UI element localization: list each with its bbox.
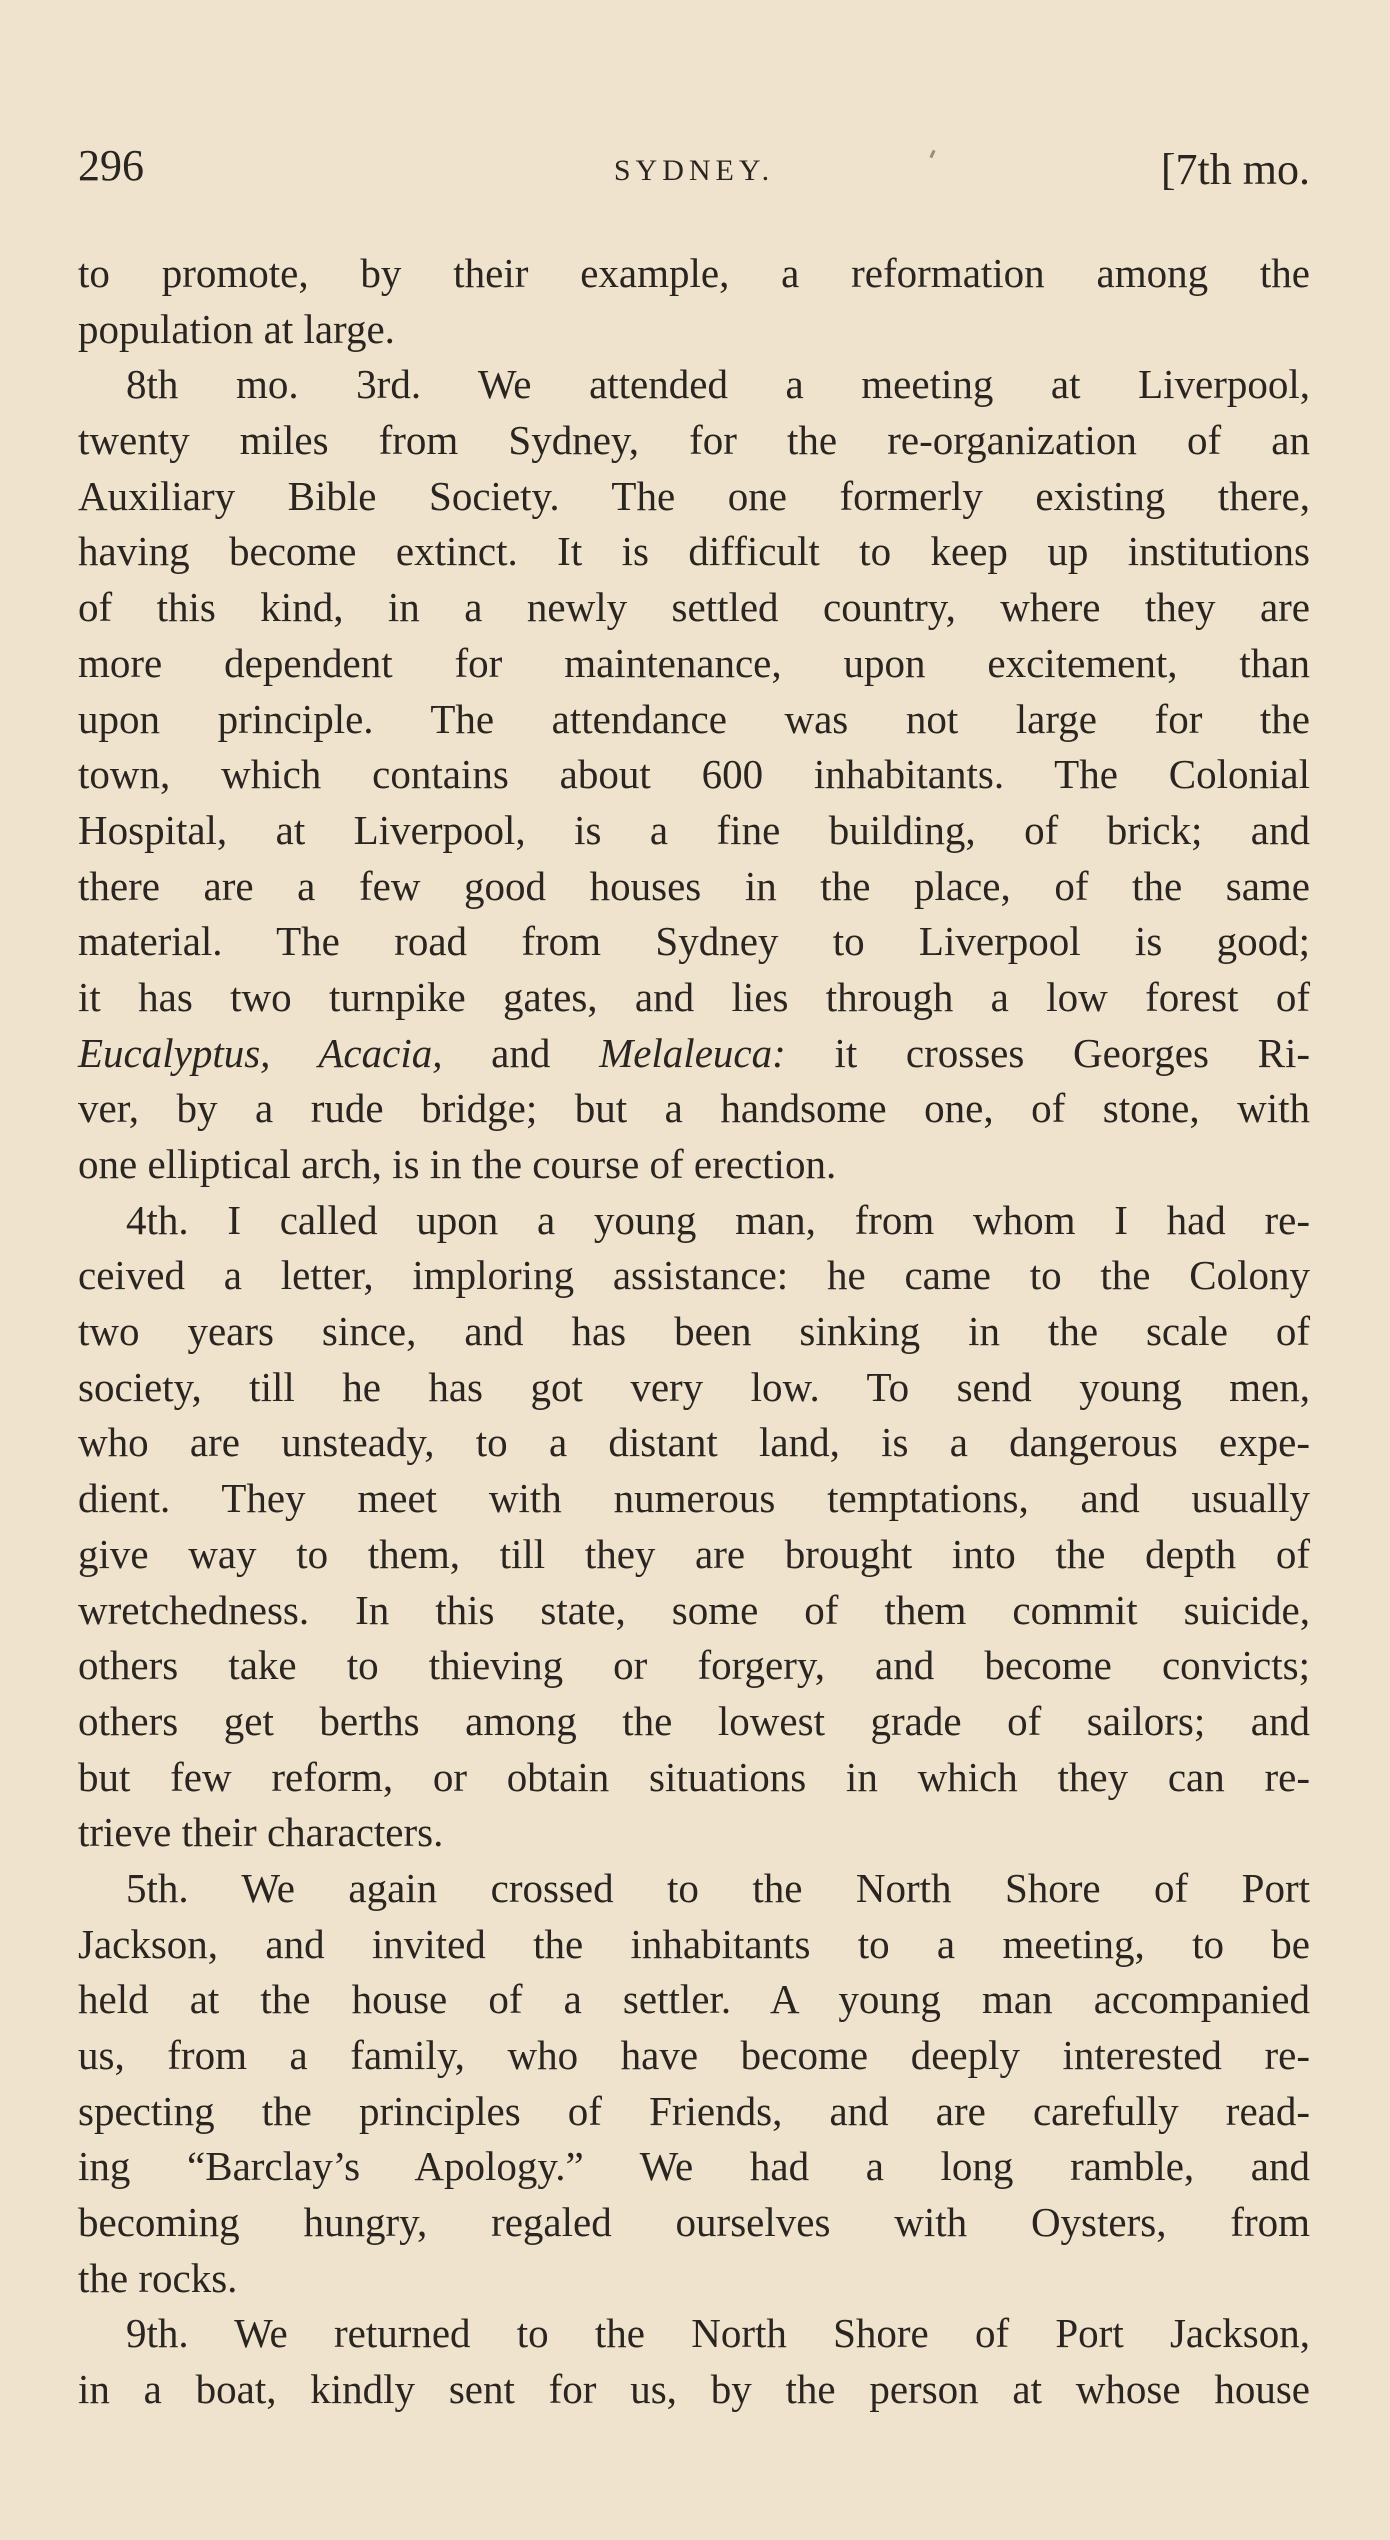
text-line: twenty miles from Sydney, for the re-organization of an [78,417,1310,464]
text-line: Hospital, at Liverpool, is a fine building, of brick; and [78,806,1310,853]
text-line: the rocks. [78,2254,238,2301]
text-line: in a boat, kindly sent for us, by the person at whose house [78,2366,1310,2413]
text-line: town, which contains about 600 inhabitants. The Colonial [78,751,1310,798]
body-text [78,246,1310,2418]
text-line: dient. They meet with numerous temptations, and usually [78,1475,1310,1522]
text-line: upon principle. The attendance was not large for the [78,695,1310,742]
text-line: specting the principles of Friends, and are carefully read- [78,2087,1310,2134]
text-line: Jackson, and invited the inhabitants to a meeting, to be [78,1920,1310,1967]
text-line: having become extinct. It is difficult to keep up institutions [78,528,1310,575]
text-line: give way to them, till they are brought into the depth of [78,1530,1310,1577]
text-line: 4th. I called upon a young man, from whom I had re- [126,1196,1310,1243]
text-line: who are unsteady, to a distant land, is a dangerous expe- [78,1419,1310,1466]
text-line: others get berths among the lowest grade of sailors; and [78,1697,1310,1744]
text-line: others take to thieving or forgery, and become convicts; [78,1642,1310,1689]
text-line: becoming hungry, regaled ourselves with Oysters, from [78,2199,1310,2246]
text-line: Auxiliary Bible Society. The one formerly existing there, [78,472,1310,519]
italic-genus: Melaleuca: [599,1029,786,1076]
text-line: 5th. We again crossed to the North Shore of Port [126,1864,1310,1911]
text-line: ver, by a rude bridge; but a handsome one, of stone, with [78,1085,1310,1132]
text-line: more dependent for maintenance, upon excitement, than [78,639,1310,686]
running-title: SYDNEY. [613,154,775,187]
text-fragment: and [442,1029,600,1076]
italic-genera: Eucalyptus, Acacia, [78,1029,443,1076]
text-line: society, till he has got very low. To send young men, [78,1363,1310,1410]
text-line: held at the house of a settler. A young man accompanied [78,1976,1310,2023]
text-line-with-italics [78,1026,1310,1082]
text-line: material. The road from Sydney to Liverpool is good; [78,918,1310,965]
text-line: two years since, and has been sinking in the scale of [78,1308,1310,1355]
text-fragment: it crosses Georges Ri- [785,1029,1310,1076]
text-line: population at large. [78,305,395,352]
text-line: ceived a letter, imploring assistance: he came to the Colony [78,1252,1310,1299]
running-header [78,140,1310,200]
text-line: trieve their characters. [78,1809,444,1856]
text-line: one elliptical arch, is in the course of erection. [78,1141,837,1187]
text-line: but few reform, or obtain situations in which they can re- [78,1753,1310,1800]
text-line: to promote, by their example, a reformation among the [78,250,1310,296]
page-number: 296 [78,141,144,190]
text-line: ing “Barclay’s Apology.” We had a long ramble, and [78,2143,1310,2190]
month-marker: [7th mo. [1160,145,1310,194]
text-line: 9th. We returned to the North Shore of Port Jackson, [126,2310,1310,2357]
text-line: it has two turnpike gates, and lies through a low forest of [78,973,1310,1020]
text-line: 8th mo. 3rd. We attended a meeting at Liverpool, [126,361,1310,408]
text-line: of this kind, in a newly settled country, where they are [78,584,1310,631]
text-line: us, from a family, who have become deeply interested re- [78,2032,1310,2078]
text-line: wretchedness. In this state, some of them commit suicide, [78,1586,1310,1633]
text-line: there are a few good houses in the place, of the same [78,862,1310,909]
